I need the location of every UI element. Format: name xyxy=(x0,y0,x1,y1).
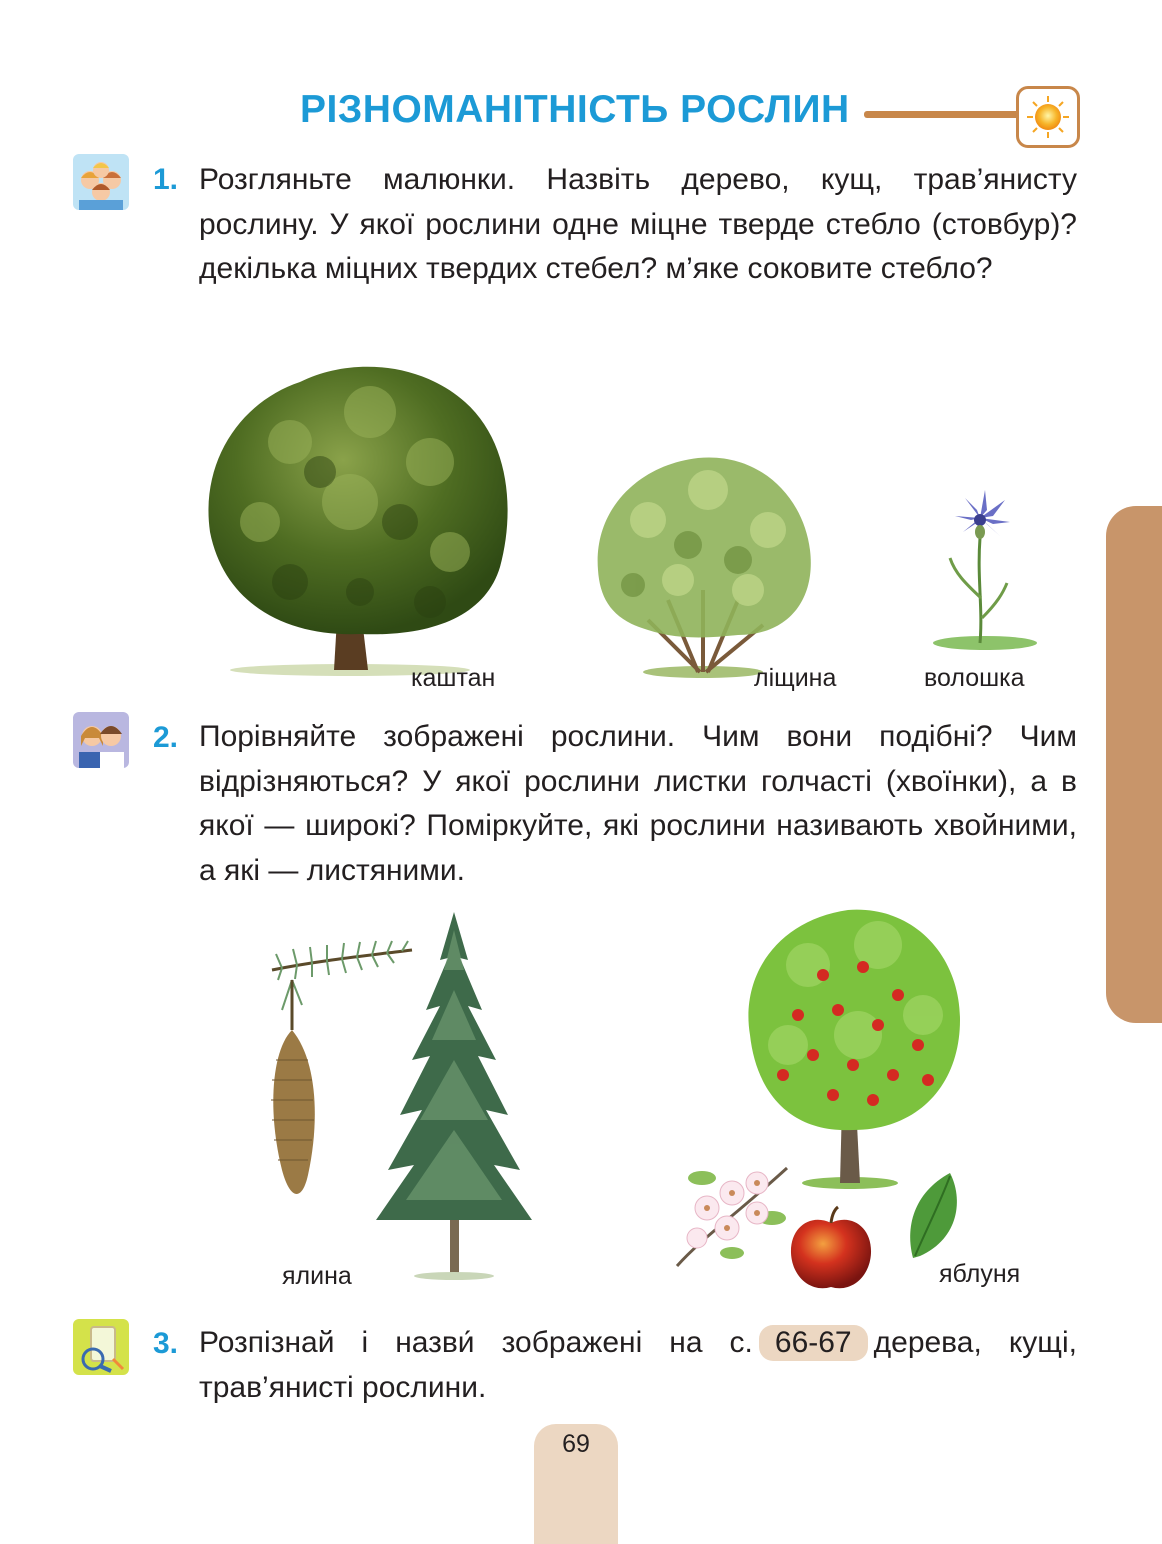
apple-tree-image xyxy=(738,905,966,1190)
sun-icon xyxy=(1016,86,1080,148)
task-3-number: 3. xyxy=(153,1327,179,1360)
caption-chestnut: каштан xyxy=(411,664,496,692)
task-2-text: Порівняйте зображені рослини. Чим вони подібні? Чим відрізняються? У якої рослини листки голчасті (хвоїнки), а в якої — широкі? Поміркуйте, які рослини називають хвойними, а які — листяними. xyxy=(199,720,1077,887)
page-reference-badge[interactable]: 66-67 xyxy=(759,1325,868,1361)
task-3-text-before: Розпізнай і назви́ зображені на с. xyxy=(199,1326,753,1359)
caption-cornflower: волошка xyxy=(924,664,1025,692)
task-1-number: 1. xyxy=(153,163,179,196)
task-3-text-after: дерева, кущі, трав’янисті рослини. xyxy=(199,1326,1077,1404)
caption-spruce: ялина xyxy=(282,1262,352,1290)
apple-fruit-image xyxy=(786,1205,876,1295)
apple-blossom-image xyxy=(672,1158,798,1270)
cornflower-image xyxy=(925,488,1045,653)
caption-apple: яблуня xyxy=(939,1260,1021,1288)
page-title: РІЗНОМАНІТНІСТЬ РОСЛИН xyxy=(300,88,850,131)
pair-discussion-icon xyxy=(73,712,129,768)
task-2-number: 2. xyxy=(153,721,179,754)
magnifier-observation-icon xyxy=(73,1319,129,1375)
hazel-bush-image xyxy=(588,450,818,680)
page-number: 69 xyxy=(562,1430,590,1458)
task-3-text xyxy=(199,1321,1077,1410)
apple-leaf-image xyxy=(905,1168,965,1263)
title-decor-line xyxy=(864,111,1024,118)
group-discussion-icon xyxy=(73,154,129,210)
spruce-tree-image xyxy=(372,910,537,1280)
side-section-tab xyxy=(1106,506,1162,1023)
caption-hazel: ліщина xyxy=(754,664,837,692)
task-1-text: Розгляньте малюнки. Назвіть дерево, кущ, трав’янисту рослину. У якої рослини одне міцне тверде стебло (стовбур)? декілька міцних твердих стебел? м’яке соковите стебло? xyxy=(199,163,1077,285)
chestnut-tree-image xyxy=(200,352,512,678)
